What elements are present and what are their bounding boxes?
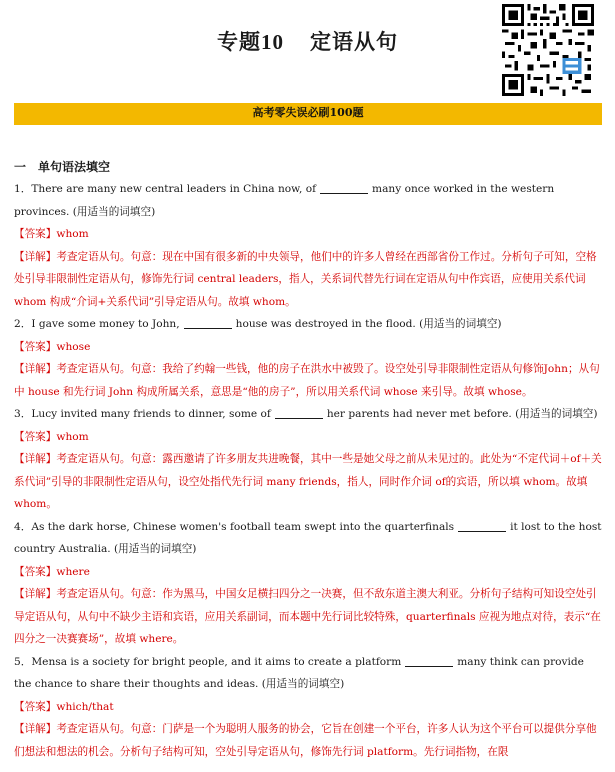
answer-line: 【答案】which/that bbox=[14, 700, 114, 713]
explanation-text: 【详解】考查定语从句。句意：门萨是一个为聪明人服务的协会，它旨在创建一个平台，许多人认为这个平台可以提供分享他们想法和想法的机会。分析句子结构可知，空处引导定语从句，修饰先行词 platform。先行词指物，在限 bbox=[14, 723, 597, 758]
page-title: 专题10 定语从句 bbox=[217, 29, 398, 54]
question-list bbox=[14, 178, 604, 763]
answer-blank bbox=[275, 406, 323, 419]
question-item bbox=[14, 651, 604, 764]
answer-blank bbox=[184, 316, 232, 329]
explanation-text: 【详解】考查定语从句。句意：作为黑马，中国女足横扫四分之一决赛，但不敌东道主澳大利亚。分析句子结构可知设空处引导定语从句，从句中不缺少主语和宾语，应用关系副词，而本题中先行词比较特殊，quarterfinals 应视为地点对待，表示“在四分之一决赛赛场”，故填 where。 bbox=[14, 588, 601, 645]
question-text: 4．As the dark horse, Chinese women's football team swept into the quarterfinals it lost to the host country Australia. (用适当的词填空) bbox=[14, 520, 602, 555]
answer-blank bbox=[320, 181, 368, 194]
question-item bbox=[14, 516, 604, 651]
question-text: 2．I gave some money to John, house was destroyed in the flood. (用适当的词填空) bbox=[14, 318, 502, 330]
qr-code-icon bbox=[502, 4, 594, 96]
answer-blank bbox=[405, 654, 453, 667]
question-text: 3．Lucy invited many friends to dinner, some of her parents had never met before. (用适当的词填空) bbox=[14, 408, 598, 420]
explanation-text: 【详解】考查定语从句。句意：现在中国有很多新的中央领导，他们中的许多人曾经在西部省份工作过。分析句子可知，空格处引导非限制性定语从句，修饰先行词 central leaders，指人，关系词代替先行词在定语从句中作宾语，应使用关系代词 whom 构成“介词+关系代词”引导定语从句。故填 whom。 bbox=[14, 250, 597, 308]
banner: 高考零失误必刷100题 bbox=[14, 103, 602, 125]
explanation-text: 【详解】考查定语从句。句意：露西邀请了许多朋友共进晚餐，其中一些是她父母之前从未见过的。此处为“不定代词＋of＋关系代词”引导的非限制性定语从句，设空处指代先行词 many friends，指人，同时作介词 of的宾语，所以填 whom。故填 whom。 bbox=[14, 453, 602, 510]
question-item bbox=[14, 313, 604, 403]
explanation-text: 【详解】考查定语从句。句意：我给了约翰一些钱，他的房子在洪水中被毁了。设空处引导非限制性定语从句修饰John；从句中 house 和先行词 John 构成所属关系，意思是“他的房子”，所以用关系代词 whose 来引导。故填 whose。 bbox=[14, 363, 600, 398]
question-text: 1．There are many new central leaders in China now, of many once worked in the western provinces. (用适当的词填空) bbox=[14, 183, 555, 218]
question-item bbox=[14, 403, 604, 516]
answer-line: 【答案】where bbox=[14, 565, 90, 578]
answer-blank bbox=[458, 519, 506, 532]
question-text: 5．Mensa is a society for bright people, and it aims to create a platform many think can provide the chance to share their thoughts and ideas. (用适当的词填空) bbox=[14, 655, 584, 690]
answer-line: 【答案】whom bbox=[14, 430, 89, 443]
section-title: 一 单句语法填空 bbox=[14, 160, 111, 174]
answer-line: 【答案】whose bbox=[14, 340, 91, 353]
question-item bbox=[14, 178, 604, 313]
answer-line: 【答案】whom bbox=[14, 228, 89, 240]
